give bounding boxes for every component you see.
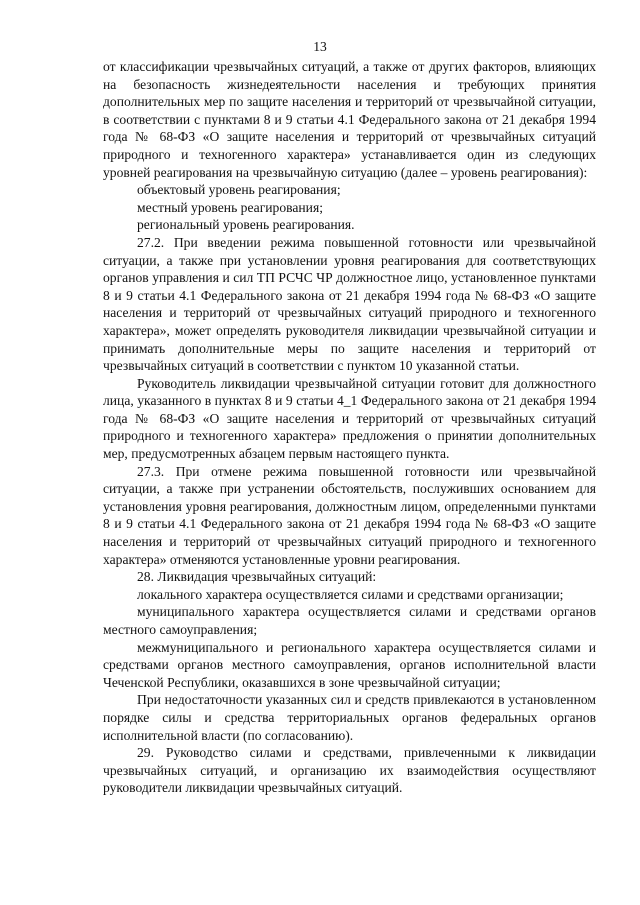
list-item-object-level: объектовый уровень реагирования; [137,182,341,198]
document-body [103,58,596,797]
paragraph-28: 28. Ликвидация чрезвычайных ситуаций: [137,569,377,585]
paragraph-intermunicipal-character: межмуниципального и регионального характера осуществляется силами и средствами органов местного самоуправления, органов исполнительной власти Чеченской Республики, оказавшихся в зоне чрезвычайной ситуации; [103,639,596,690]
page-number: 13 [313,39,327,54]
paragraph-local-character: локального характера осуществляется силами и средствами организации; [137,586,564,602]
paragraph-head-of-liquidation: Руководитель ликвидации чрезвычайной ситуации готовит для должностного лица, указанного в пунктах 8 и 9 статьи 4_1 Федерального закона от 21 декабря 1994 года № 68-ФЗ «О защите населения и территорий от чрезвычайных ситуаций природного и техногенного характера» предложения о принятии дополнительных мер, предусмотренных абзацем первым настоящего пункта. [103,375,596,462]
paragraph-27-2: 27.2. При введении режима повышенной готовности или чрезвычайной ситуации, а также при установлении уровня реагирования для соответствующих органов управления и сил ТП РСЧС ЧР должностное лицо, установленное пунктами 8 и 9 статьи 4.1 Федерального закона от 21 декабря 1994 года № 68-ФЗ «О защите населения и территорий от чрезвычайных ситуаций природного и техногенного характера», может определять руководителя ликвидации чрезвычайной ситуации и принимать дополнительные меры по защите населения и территорий от чрезвычайных ситуаций в соответствии с пунктом 10 указанной статьи. [103,234,596,374]
paragraph-27-3: 27.3. При отмене режима повышенной готовности или чрезвычайной ситуации, а также при устранении обстоятельств, послуживших основанием для установления уровня реагирования, должностным лицом, определенными пунктами 8 и 9 статьи 4.1 Федерального закона от 21 декабря 1994 года № 68-ФЗ «О защите населения и территорий от чрезвычайных ситуаций природного и техногенного характера» отменяются установленные уровни реагирования. [103,463,596,567]
list-item-local-level: местный уровень реагирования; [137,199,323,215]
paragraph-29: 29. Руководство силами и средствами, привлеченными к ликвидации чрезвычайных ситуаций, и организацию их взаимодействия осуществляют руководители ликвидации чрезвычайных ситуаций. [103,745,596,796]
paragraph-municipal-character: муниципального характера осуществляется силами и средствами органов местного самоуправления; [103,604,596,637]
list-item-regional-level: региональный уровень реагирования. [137,217,355,233]
paragraph-insufficiency: При недостаточности указанных сил и средств привлекаются в установленном порядке силы и средства территориальных органов федеральных органов исполнительной власти (по согласованию). [103,692,596,743]
paragraph-intro: от классификации чрезвычайных ситуаций, а также от других факторов, влияющих на безопасность жизнедеятельности населения и требующих принятия дополнительных мер по защите населения и территорий от чрезвычайной ситуации, в соответствии с пунктами 8 и 9 статьи 4.1 Федерального закона от 21 декабря 1994 года № 68-ФЗ «О защите населения и территорий от чрезвычайных ситуаций природного и техногенного характера» устанавливается один из следующих уровней реагирования на чрезвычайную ситуацию (далее – уровень реагирования): [103,59,596,180]
